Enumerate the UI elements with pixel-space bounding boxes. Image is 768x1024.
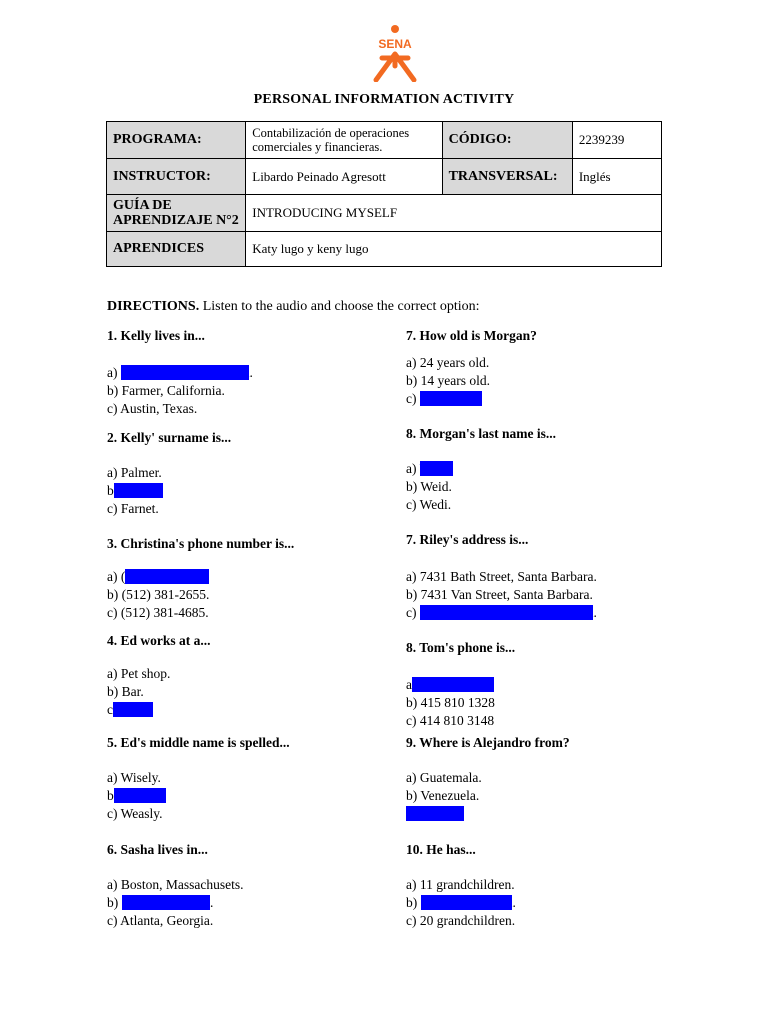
codigo-label: CÓDIGO: [442,122,572,159]
highlighted-answer: c) Mexico. [406,806,465,821]
option-text: b) Bar. [107,684,144,699]
option-text: c) Austin, Texas. [107,401,198,416]
question-title: 4. Ed works at a... [107,633,211,648]
transversal-value: Inglés [572,159,661,195]
answer-option [406,372,537,390]
option-text: a) 11 grandchildren. [406,877,515,892]
logo-figure [376,54,414,80]
question-title: 8. Tom's phone is... [406,640,516,655]
question-title: 5. Ed's middle name is spelled... [107,735,290,750]
info-table [106,121,662,267]
logo-text: SENA [378,37,412,51]
option-text: b) Venezuela. [406,788,480,803]
option-text: a) ( [107,569,126,584]
transversal-label: TRANSVERSAL: [442,159,572,195]
answer-option [107,876,243,894]
answer-option [107,382,253,400]
answer-option [107,665,211,683]
question-9 [406,532,597,622]
answer-option [406,496,556,514]
option-text: b) 7431 Van Street, Santa Barbara. [406,587,593,602]
programa-label: PROGRAMA: [107,122,246,159]
highlighted-answer: 4 years old. [419,391,483,406]
answer-option [406,478,556,496]
option-text: b [107,483,114,498]
option-text: a) 7431 Bath Street, Santa Barbara. [406,569,597,584]
directions-text: Listen to the audio and choose the correct option: [199,299,480,314]
option-text: b) 14 years old. [406,373,490,388]
highlighted-answer: ) 415 810 3128 [412,677,495,692]
answer-option [107,787,290,805]
option-text: c) Wedi. [406,497,452,512]
answer-option [406,876,516,894]
answer-option [406,354,537,372]
question-1 [107,328,253,418]
option-text: a) Guatemala. [406,770,482,785]
answer-option [406,676,515,694]
answer-option [406,912,516,930]
answer-option [406,586,597,604]
answer-option [406,769,570,787]
question-title: 6. Sasha lives in... [107,842,208,857]
option-text: a) Wisely. [107,770,161,785]
answer-option [107,769,290,787]
option-text: b) Weid. [406,479,452,494]
question-title: 2. Kelly' surname is... [107,430,232,445]
option-text: c) (512) 381-4685. [107,605,209,620]
option-text: c [107,702,113,717]
directions [107,299,480,315]
highlighted-answer: 7421 Bath Street, Santa Barbara [419,605,594,620]
answer-option [107,894,243,912]
question-8 [406,426,556,514]
info-row-guia [107,195,662,232]
answer-option [406,568,597,586]
question-5 [107,735,290,823]
question-4 [107,633,211,719]
answer-option [107,400,253,418]
option-text: b) [406,895,421,910]
option-suffix: . [210,895,214,910]
answer-option [107,482,231,500]
highlighted-answer: ) Bank. [113,702,153,717]
answer-option [107,805,290,823]
answer-option [107,364,253,382]
instructor-value: Libardo Peinado Agresott [246,159,442,195]
question-title: 7. Riley's address is... [406,532,529,547]
question-title: 1. Kelly lives in... [107,328,205,343]
option-text: c) 20 grandchildren. [406,913,516,928]
option-text: a [406,677,412,692]
option-text: b) 415 810 1328 [406,695,495,710]
option-text: c) 414 810 3148 [406,713,495,728]
answer-option [107,464,231,482]
codigo-value: 2239239 [572,122,661,159]
option-text: b [107,788,114,803]
logo-dot [391,25,399,33]
instructor-label: INSTRUCTOR: [107,159,246,195]
answer-option [107,586,294,604]
question-12 [406,842,516,930]
highlighted-answer: 12 grandchildren [420,895,513,910]
answer-option [406,787,570,805]
question-3 [107,536,294,622]
option-text: b) (512) 381-2655. [107,587,210,602]
option-text: b) [107,895,122,910]
option-text: c) [406,391,420,406]
answer-option [107,500,231,518]
answer-option [107,683,211,701]
question-title: 8. Morgan's last name is... [406,426,556,441]
option-text: a) [406,461,420,476]
question-title: 9. Where is Alejandro from? [406,735,570,750]
document-title: PERSONAL INFORMATION ACTIVITY [253,92,515,107]
highlighted-answer: ) Parmer. [113,483,164,498]
option-text: a) [107,365,121,380]
directions-label: DIRECTIONS. [107,299,200,314]
aprendices-value: Katy lugo y keny lugo [246,232,662,267]
answer-option [406,604,597,622]
answer-option [107,568,294,586]
answer-option [406,694,515,712]
answer-option [406,805,570,823]
option-suffix: . [249,365,253,380]
option-suffix: . [593,605,597,620]
question-7 [406,328,537,408]
answer-option [406,712,515,730]
highlighted-answer: Wade. [419,461,454,476]
info-row-instructor [107,159,662,195]
option-text: c) Atlanta, Georgia. [107,913,214,928]
answer-option [107,604,294,622]
sena-logo [366,24,424,82]
highlighted-answer: ) Weasey. [113,788,166,803]
question-6 [107,842,243,930]
option-text: a) Palmer. [107,465,162,480]
highlighted-answer: 512) 381-4685. [125,569,209,584]
option-suffix: . [512,895,516,910]
question-11 [406,735,570,823]
answer-option [107,912,243,930]
question-title: 3. Christina's phone number is... [107,536,295,551]
answer-option [406,894,516,912]
question-10 [406,640,515,730]
answer-option [406,390,537,408]
question-2 [107,430,231,518]
answer-option [406,460,556,478]
question-title: 10. He has... [406,842,476,857]
guia-value: INTRODUCING MYSELF [246,195,662,232]
option-text: c) Farnet. [107,501,159,516]
option-text: a) Boston, Massachusets. [107,877,244,892]
answer-option [107,701,211,719]
highlighted-answer: Los Angeles, California [120,365,250,380]
highlighted-answer: Moscow, Russia [121,895,211,910]
option-text: c) [406,605,420,620]
question-title: 7. How old is Morgan? [406,328,537,343]
info-row-aprendices [107,232,662,267]
aprendices-label: APRENDICES [107,232,246,267]
guia-label: GUÍA DE APRENDIZAJE N°2 [107,195,246,232]
option-text: a) 24 years old. [406,355,490,370]
info-row-programa [107,122,662,159]
programa-value: Contabilización de operaciones comerciales y financieras. [246,122,442,159]
option-text: c) Weasly. [107,806,163,821]
option-text: a) Pet shop. [107,666,171,681]
option-text: b) Farmer, California. [107,383,225,398]
